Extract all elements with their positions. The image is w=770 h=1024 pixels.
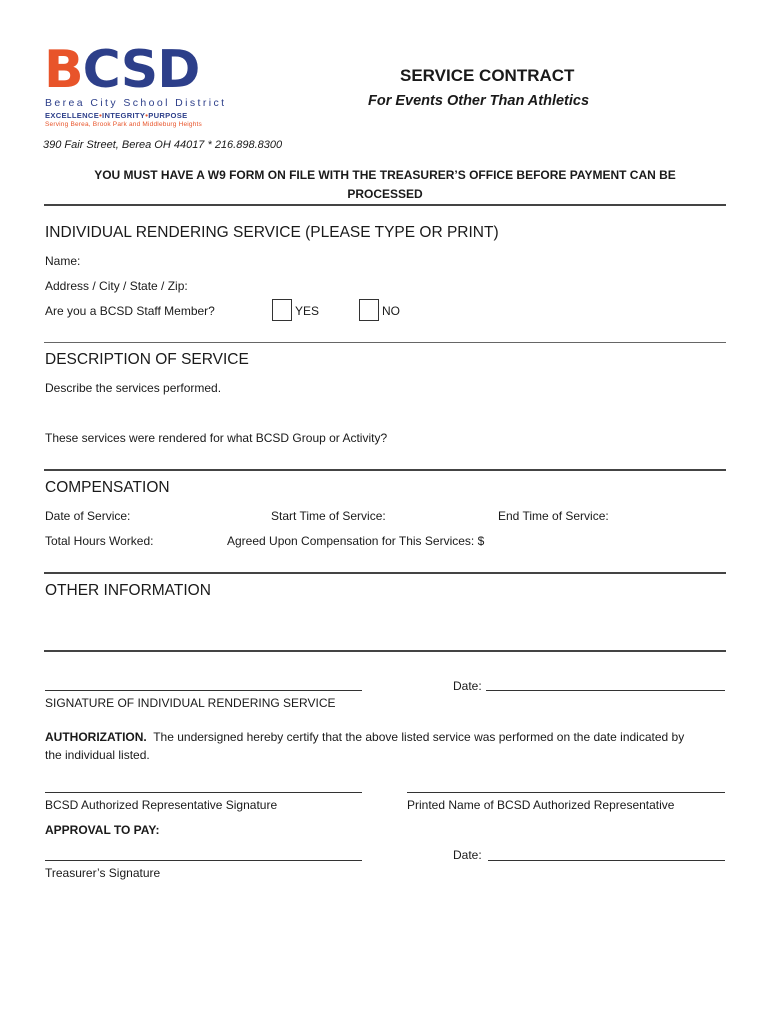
description-section-heading: DESCRIPTION OF SERVICE xyxy=(45,351,249,368)
logo-tagline: Serving Berea, Brook Park and Middleburg Heights xyxy=(45,121,203,128)
authorization-text: The undersigned hereby certify that the above listed service was performed on the date indicated by xyxy=(153,730,685,744)
section-divider xyxy=(44,342,726,343)
rep-printed-name-label: Printed Name of BCSD Authorized Representative xyxy=(407,798,675,812)
logo-letters-csd: CSD xyxy=(82,40,200,100)
staff-yes-checkbox[interactable] xyxy=(272,299,292,321)
logo-motto xyxy=(45,111,187,120)
describe-services-label: Describe the services performed. xyxy=(45,381,222,395)
district-address: 390 Fair Street, Berea OH 44017 * 216.898.8300 xyxy=(43,139,283,151)
staff-no-checkbox[interactable] xyxy=(359,299,379,321)
rep-printed-name-line[interactable] xyxy=(407,792,725,793)
authorization-statement xyxy=(45,728,735,764)
name-label: Name: xyxy=(45,254,81,268)
start-time-label: Start Time of Service: xyxy=(271,509,386,523)
authorization-text-2: the individual listed. xyxy=(45,748,150,762)
no-label: NO xyxy=(382,304,400,318)
agreed-compensation-label: Agreed Upon Compensation for This Services: $ xyxy=(227,534,485,548)
other-info-section-heading: OTHER INFORMATION xyxy=(45,582,211,599)
section-divider xyxy=(44,572,726,574)
treasurer-date-line[interactable] xyxy=(488,860,725,861)
treasurer-signature-label: Treasurer’s Signature xyxy=(45,866,161,880)
motto-separator: • xyxy=(145,111,149,120)
logo-district-name: Berea City School District xyxy=(45,97,227,109)
treasurer-date-label: Date: xyxy=(453,848,482,862)
authorization-title: AUTHORIZATION. xyxy=(45,730,147,744)
end-time-label: End Time of Service: xyxy=(498,509,609,523)
individual-section-heading: INDIVIDUAL RENDERING SERVICE (PLEASE TYPE OR PRINT) xyxy=(45,224,499,241)
group-activity-label: These services were rendered for what BCSD Group or Activity? xyxy=(45,431,388,445)
motto-integrity: INTEGRITY xyxy=(102,111,146,120)
treasurer-signature-line[interactable] xyxy=(45,860,362,861)
individual-signature-line[interactable] xyxy=(45,690,362,691)
section-divider xyxy=(44,650,726,652)
logo-letter-b: B xyxy=(44,40,83,100)
total-hours-label: Total Hours Worked: xyxy=(45,534,154,548)
motto-purpose: PURPOSE xyxy=(148,111,188,120)
motto-separator: • xyxy=(99,111,103,120)
section-divider xyxy=(44,204,726,206)
rep-signature-label: BCSD Authorized Representative Signature xyxy=(45,798,278,812)
motto-excellence: EXCELLENCE xyxy=(45,111,100,120)
w9-notice: YOU MUST HAVE A W9 FORM ON FILE WITH THE TREASURER’S OFFICE BEFORE PAYMENT CAN BE PROCESSED xyxy=(94,168,676,201)
staff-question-label: Are you a BCSD Staff Member? xyxy=(45,304,215,318)
district-logo xyxy=(44,42,199,98)
approval-to-pay-label: APPROVAL TO PAY: xyxy=(45,823,160,837)
date-of-service-label: Date of Service: xyxy=(45,509,131,523)
page-subtitle: For Events Other Than Athletics xyxy=(368,93,590,109)
compensation-section-heading: COMPENSATION xyxy=(45,479,170,496)
yes-label: YES xyxy=(295,304,320,318)
date-signature-line[interactable] xyxy=(486,690,725,691)
page-title: SERVICE CONTRACT xyxy=(400,66,575,85)
address-label: Address / City / State / Zip: xyxy=(45,279,188,293)
date-label: Date: xyxy=(453,679,482,693)
rep-signature-line[interactable] xyxy=(45,792,362,793)
section-divider xyxy=(44,469,726,471)
individual-signature-label: SIGNATURE OF INDIVIDUAL RENDERING SERVICE xyxy=(45,696,336,710)
